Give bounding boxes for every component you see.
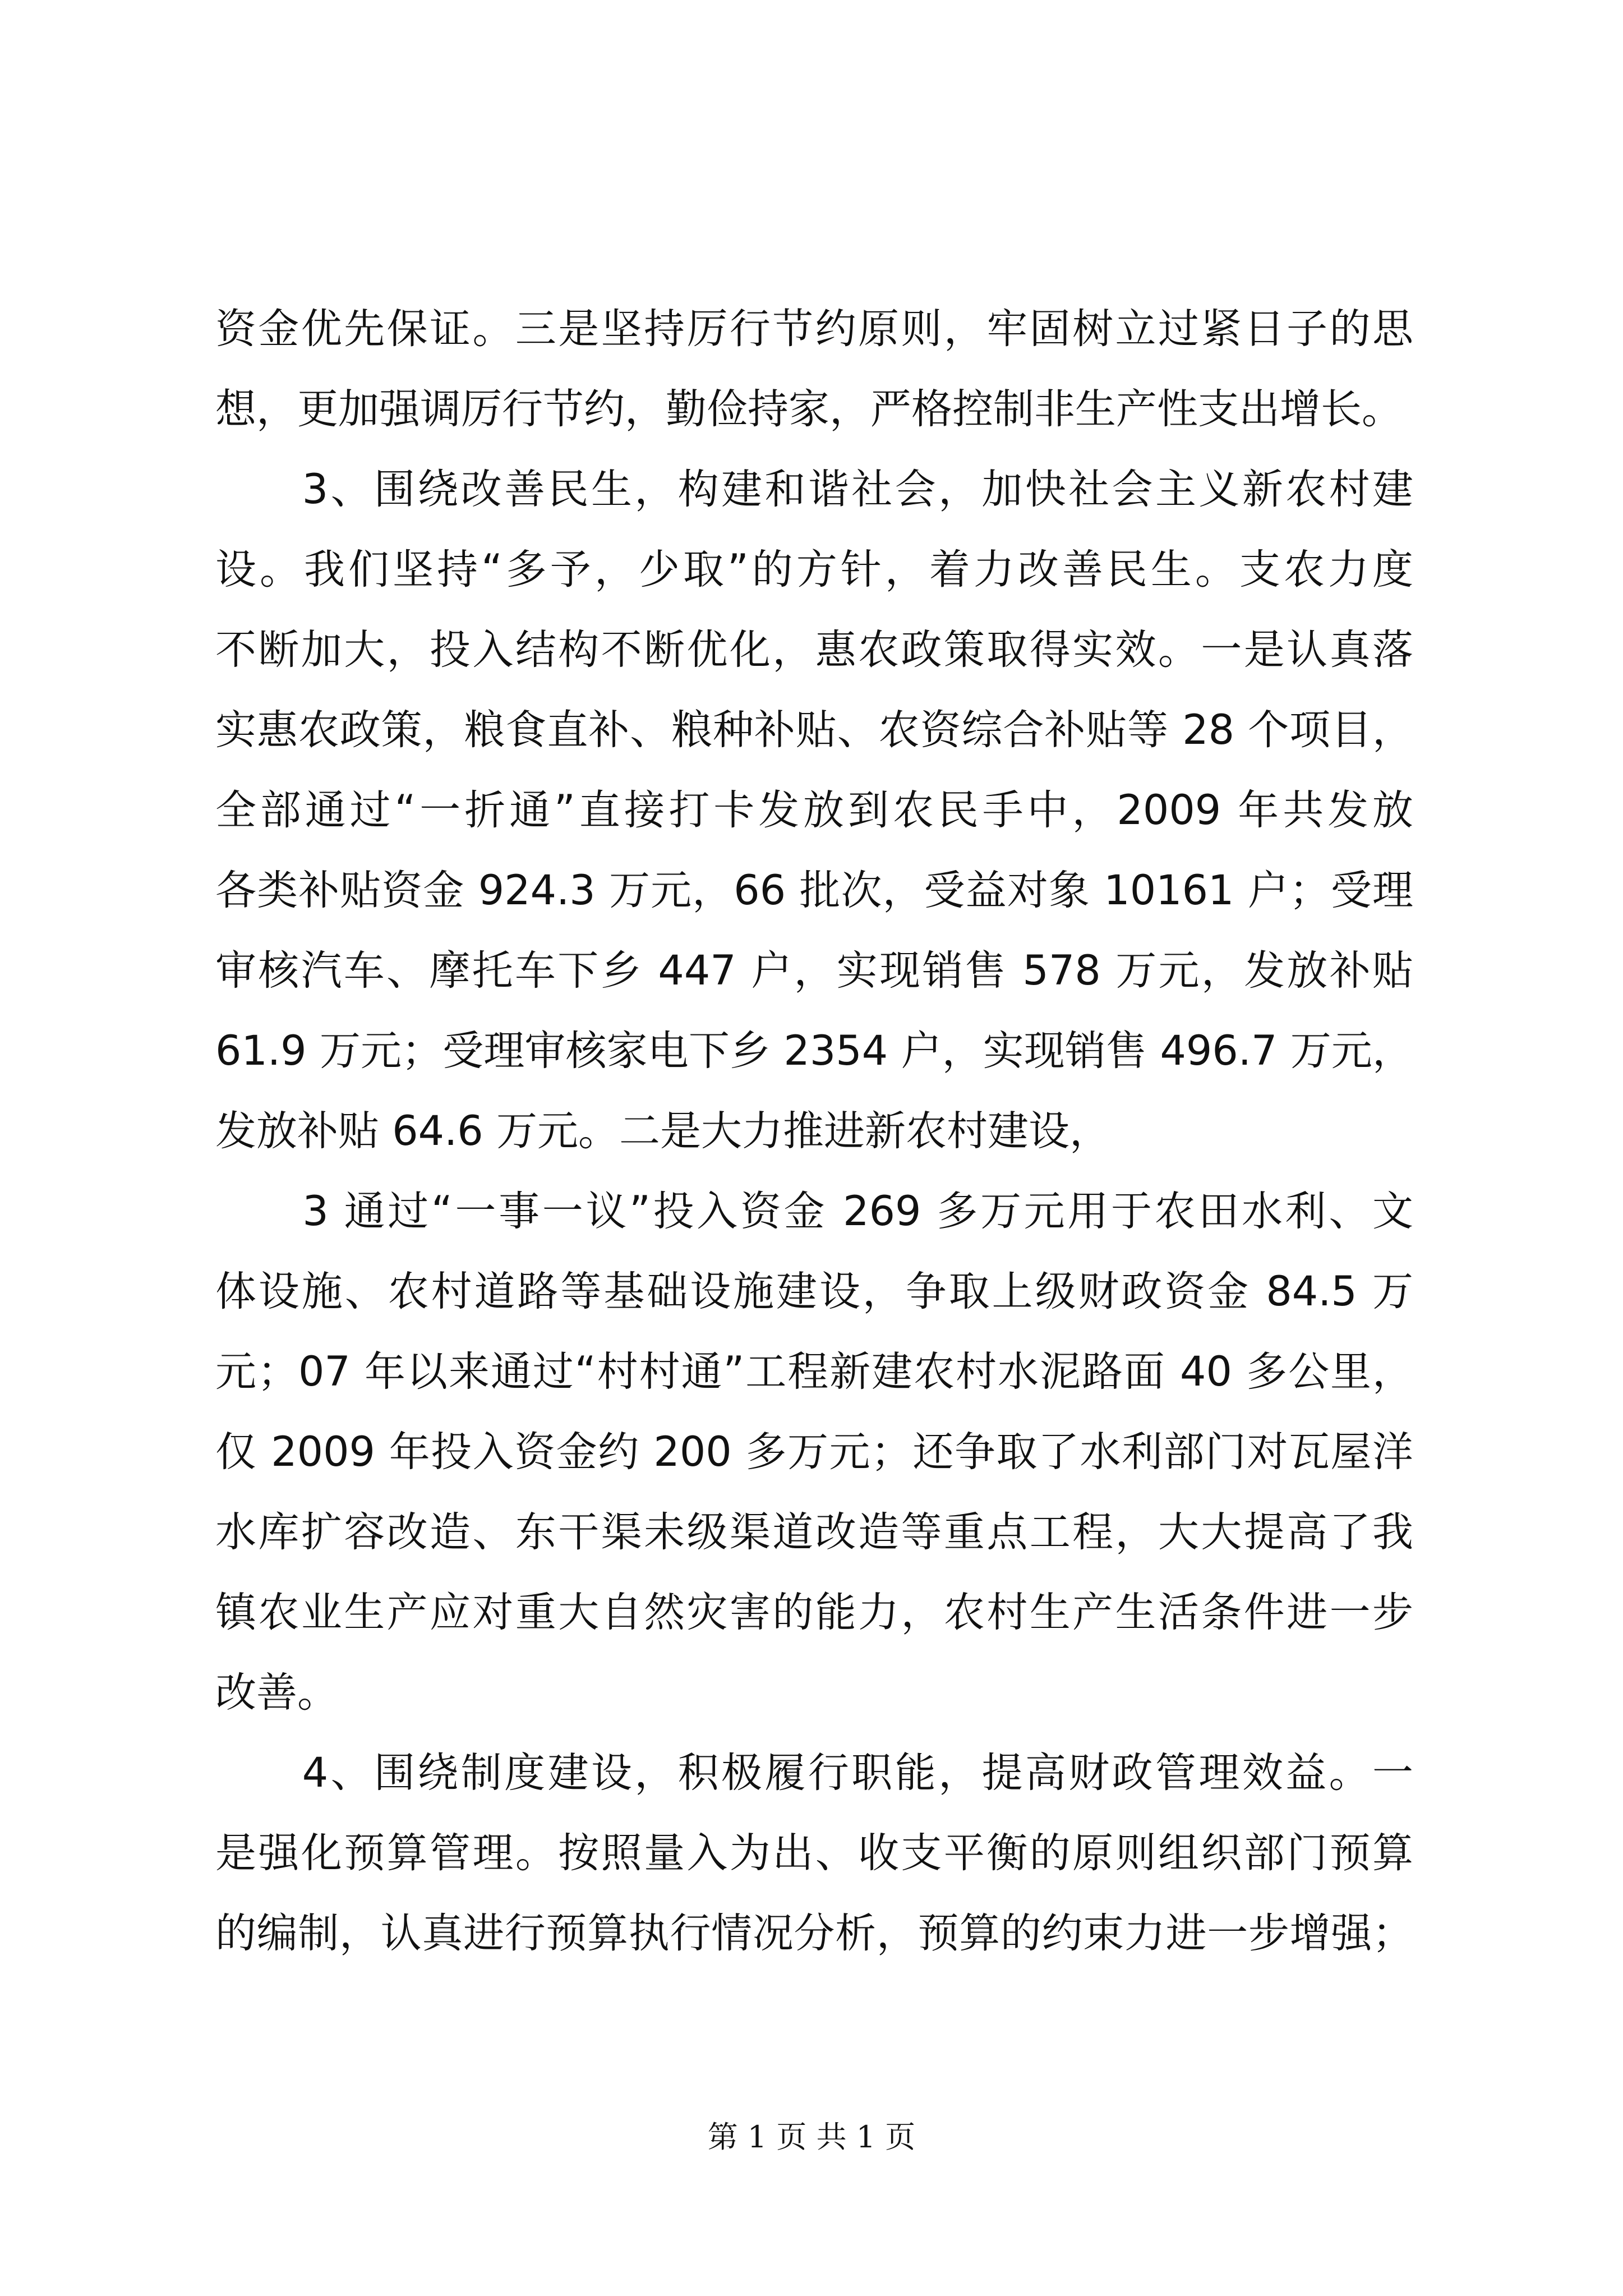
text-line: 体设施、农村道路等基础设施建设，争取上级财政资金 84.5 万 [215, 1268, 1413, 1315]
text-line: 镇农业生产应对重大自然灾害的能力，农村生产生活条件进一步 [215, 1589, 1413, 1636]
paragraph [215, 289, 1413, 449]
text-line: 仅 2009 年投入资金约 200 多万元；还争取了水利部门对瓦屋洋 [215, 1428, 1413, 1476]
text-line: 各类补贴资金 924.3 万元，66 批次，受益对象 10161 户；受理 [215, 867, 1413, 914]
text-line: 改善。 [215, 1669, 338, 1717]
text-line: 4、围绕制度建设，积极履行职能，提高财政管理效益。一 [215, 1749, 1413, 1797]
page-footer [0, 2118, 1623, 2157]
paragraph [215, 1733, 1413, 1973]
text-line: 不断加大，投入结构不断优化，惠农政策取得实效。一是认真落 [215, 626, 1413, 674]
text-line: 是强化预算管理。按照量入为出、收支平衡的原则组织部门预算 [215, 1829, 1413, 1877]
text-line: 元；07 年以来通过“村村通”工程新建农村水泥路面 40 多公里， [215, 1348, 1413, 1396]
page-number-label: 第 1 页 共 1 页 [707, 2119, 916, 2155]
text-line: 3 通过“一事一议”投入资金 269 多万元用于农田水利、文 [215, 1188, 1413, 1235]
text-line: 61.9 万元；受理审核家电下乡 2354 户，实现销售 496.7 万元， [215, 1027, 1413, 1075]
text-line: 发放补贴 64.6 万元。二是大力推进新农村建设， [215, 1107, 1110, 1155]
text-line: 审核汽车、摩托车下乡 447 户，实现销售 578 万元，发放补贴 [215, 947, 1413, 995]
paragraph [215, 1171, 1413, 1733]
text-line: 想，更加强调厉行节约，勤俭持家，严格控制非生产性支出增长。 [215, 385, 1403, 433]
document-body [215, 289, 1413, 1973]
text-line: 水库扩容改造、东干渠未级渠道改造等重点工程，大大提高了我 [215, 1508, 1413, 1556]
text-line: 3、围绕改善民生，构建和谐社会，加快社会主义新农村建 [215, 466, 1413, 513]
text-line: 全部通过“一折通”直接打卡发放到农民手中，2009 年共发放 [215, 786, 1413, 834]
text-line: 资金优先保证。三是坚持厉行节约原则，牢固树立过紧日子的思 [215, 305, 1413, 353]
text-line: 的编制，认真进行预算执行情况分析，预算的约束力进一步增强； [215, 1910, 1413, 1957]
paragraph [215, 449, 1413, 1171]
text-line: 设。我们坚持“多予，少取”的方针，着力改善民生。支农力度 [215, 546, 1413, 593]
text-line: 实惠农政策，粮食直补、粮种补贴、农资综合补贴等 28 个项目， [215, 706, 1413, 754]
